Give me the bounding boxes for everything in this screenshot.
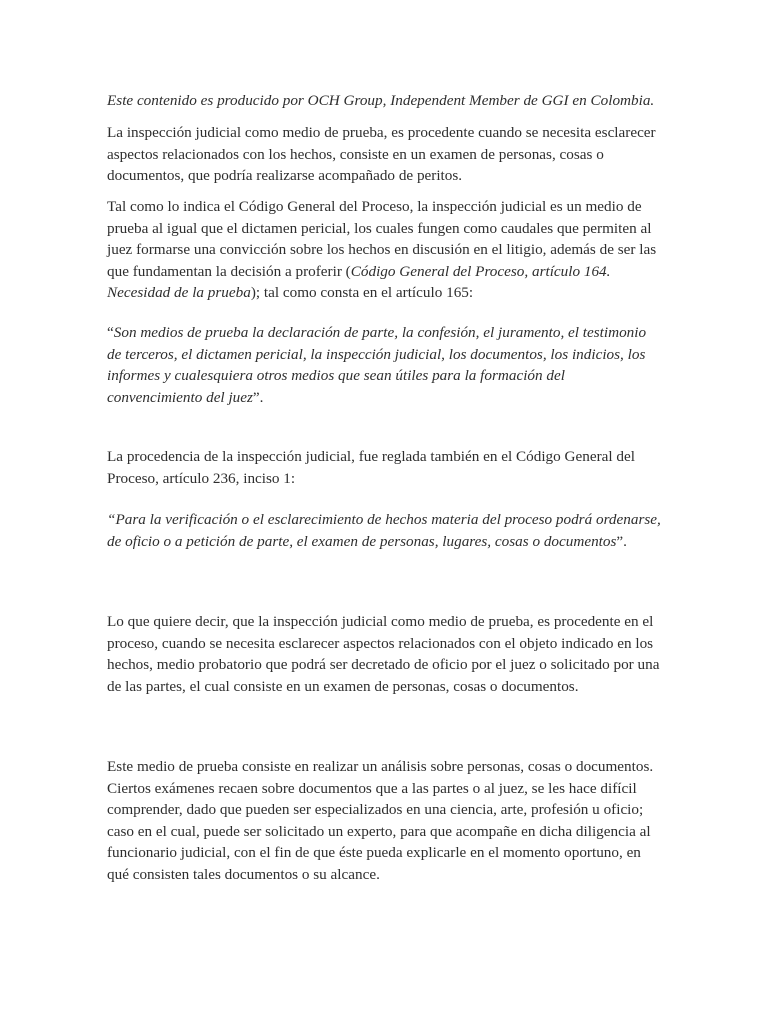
quote-1-text: Son medios de prueba la declaración de parte, la confesión, el juramento, el testimonio de terceros, el dictamen pericial, la inspección judicial, los documentos, los indicios, los informes y cualesquiera otros medios que sean útiles para la formación del convencimiento del juez: [107, 324, 647, 406]
quote-1: [107, 322, 663, 408]
paragraph-2-citation: Código General del Proceso, artículo 164. Necesidad de la prueba: [107, 262, 611, 302]
quote-2: [107, 509, 663, 552]
paragraph-2: [107, 196, 663, 304]
intro-line: Este contenido es producido por OCH Group, Independent Member de GGI en Colombia.: [107, 92, 655, 109]
paragraph-5: Este medio de prueba consiste en realizar un análisis sobre personas, cosas o documentos. Ciertos exámenes recaen sobre documentos que a las partes o al juez, se les hace difícil comprender, dado que pueden ser especializados en una ciencia, arte, profesión u oficio; caso en el cual, puede ser solicitado un experto, para que acompañe en dicha diligencia al funcionario judicial, con el fin de que éste pueda explicarle en el momento oportuno, en qué consisten tales documentos o su alcance.: [107, 758, 654, 883]
quote-1-close-mark: ”.: [252, 388, 264, 406]
paragraph-4: Lo que quiere decir, que la inspección judicial como medio de prueba, es procedente en el proceso, cuando se necesita esclarecer aspectos relacionados con el objeto indicado en los hechos, medio probatorio que podrá ser decretado de oficio por el juez o solicitado por una de las partes, el cual consiste en un examen de personas, cosas o documentos.: [107, 613, 660, 695]
quote-2-close-mark: ”.: [616, 532, 627, 550]
quote-1-open-mark: “: [107, 324, 114, 341]
paragraph-3: La procedencia de la inspección judicial, fue reglada también en el Código General del Proceso, artículo 236, inciso 1:: [107, 448, 635, 487]
paragraph-2-text-after: ); tal como consta en el artículo 165:: [250, 284, 474, 302]
paragraph-1: La inspección judicial como medio de prueba, es procedente cuando se necesita esclarecer aspectos relacionados con los hechos, consiste en un examen de personas, cosas o documentos, que podría realizarse acompañado de peritos.: [107, 124, 656, 185]
paragraph-2-text-before: Tal como lo indica el Código General del Proceso, la inspección judicial es un medio de prueba al igual que el dictamen pericial, los cuales fungen como caudales que permiten al juez formarse una convicción sobre los hechos en discusión en el litigio, además de ser las que fundamentan la decisión a proferir (: [107, 198, 657, 280]
quote-2-text: “Para la verificación o el esclarecimiento de hechos materia del proceso podrá ordenarse, de oficio o a petición de parte, el examen de personas, lugares, cosas o documentos: [107, 511, 661, 550]
